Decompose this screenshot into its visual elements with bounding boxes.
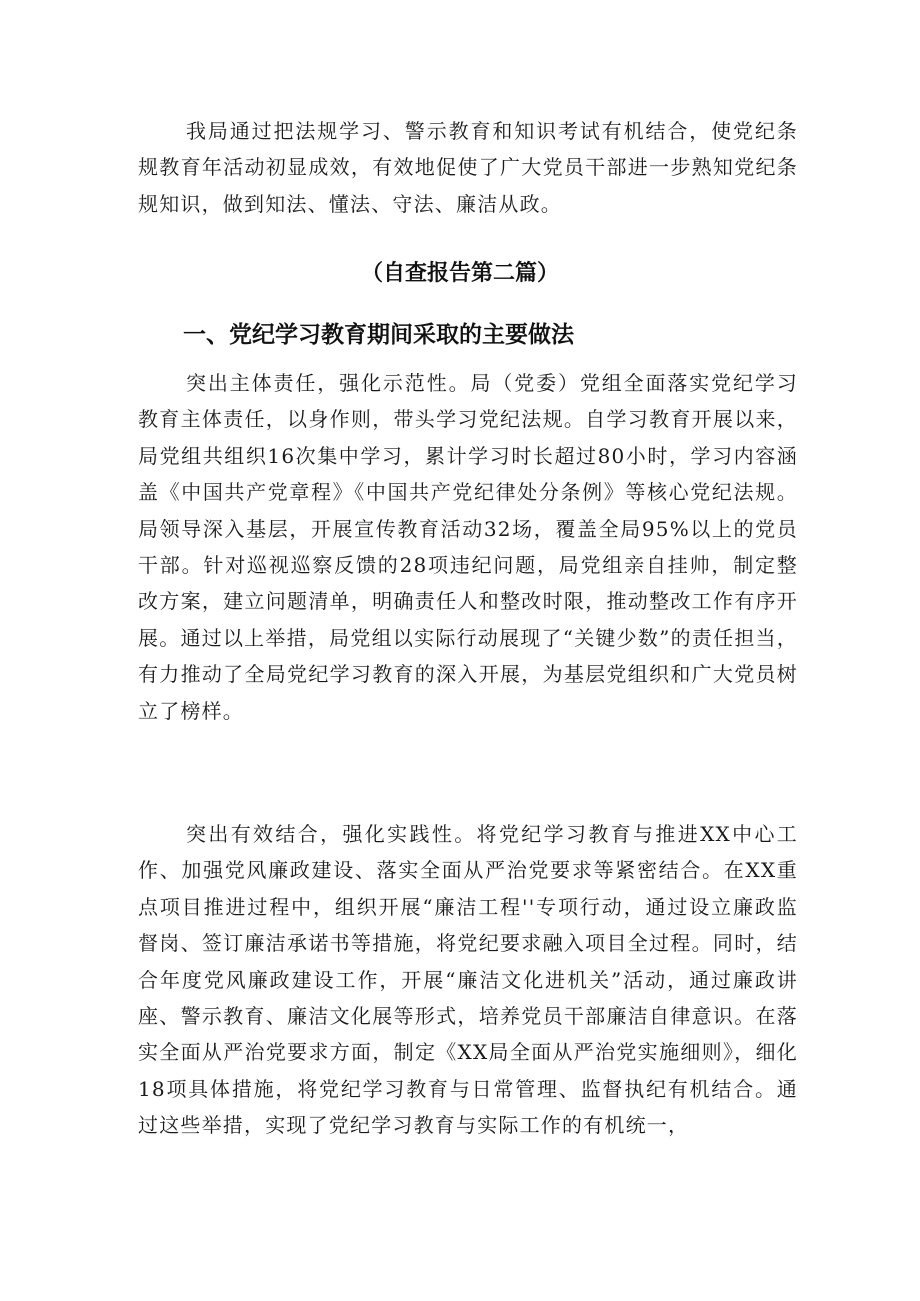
paragraph-integration: 突出有效结合，强化实践性。将党纪学习教育与推进XX中心工作、加强党风廉政建设、落实全面从严治党要求等紧密结合。在XX重点项目推进过程中，组织开展“廉洁工程''专项行动，通过设立廉政监督岗、签订廉洁承诺书等措施，将党纪要求融入项目全过程。同时，结合年度党风廉政建设工作，开展“廉洁文化进机关”活动，通过廉政讲座、警示教育、廉洁文化展等形式，培养党员干部廉洁自律意识。在落实全面从严治党要求方面，制定《XX局全面从严治党实施细则》，细化18项具体措施，将党纪学习教育与日常管理、监督执纪有机结合。通过这些举措，实现了党纪学习教育与实际工作的有机统一， xyxy=(138,822,798,1138)
paragraph-responsibility: 突出主体责任，强化示范性。局（党委）党组全面落实党纪学习教育主体责任，以身作则，带头学习党纪法规。自学习教育开展以来，局党组共组织16次集中学习，累计学习时长超过80小时，学习内容涵盖《中国共产党章程》《中国共产党纪律处分条例》等核心党纪法规。局领导深入基层，开展宣传教育活动32场，覆盖全局95%以上的党员干部。针对巡视巡察反馈的28项违纪问题，局党组亲自挂帅，制定整改方案，建立问题清单，明确责任人和整改时限，推动整改工作有序开展。通过以上举措，局党组以实际行动展现了“关键少数”的责任担当，有力推动了全局党纪学习教育的深入开展，为基层党组织和广大党员树立了榜样。 xyxy=(138,371,798,723)
section-heading: 一、党纪学习教育期间采取的主要做法 xyxy=(183,322,574,348)
report-subtitle: （自查报告第二篇） xyxy=(360,261,559,286)
intro-paragraph: 我局通过把法规学习、警示教育和知识考试有机结合，使党纪条规教育年活动初显成效，有效地促使了广大党员干部进一步熟知党纪条规知识，做到知法、懂法、守法、廉洁从政。 xyxy=(138,119,798,216)
